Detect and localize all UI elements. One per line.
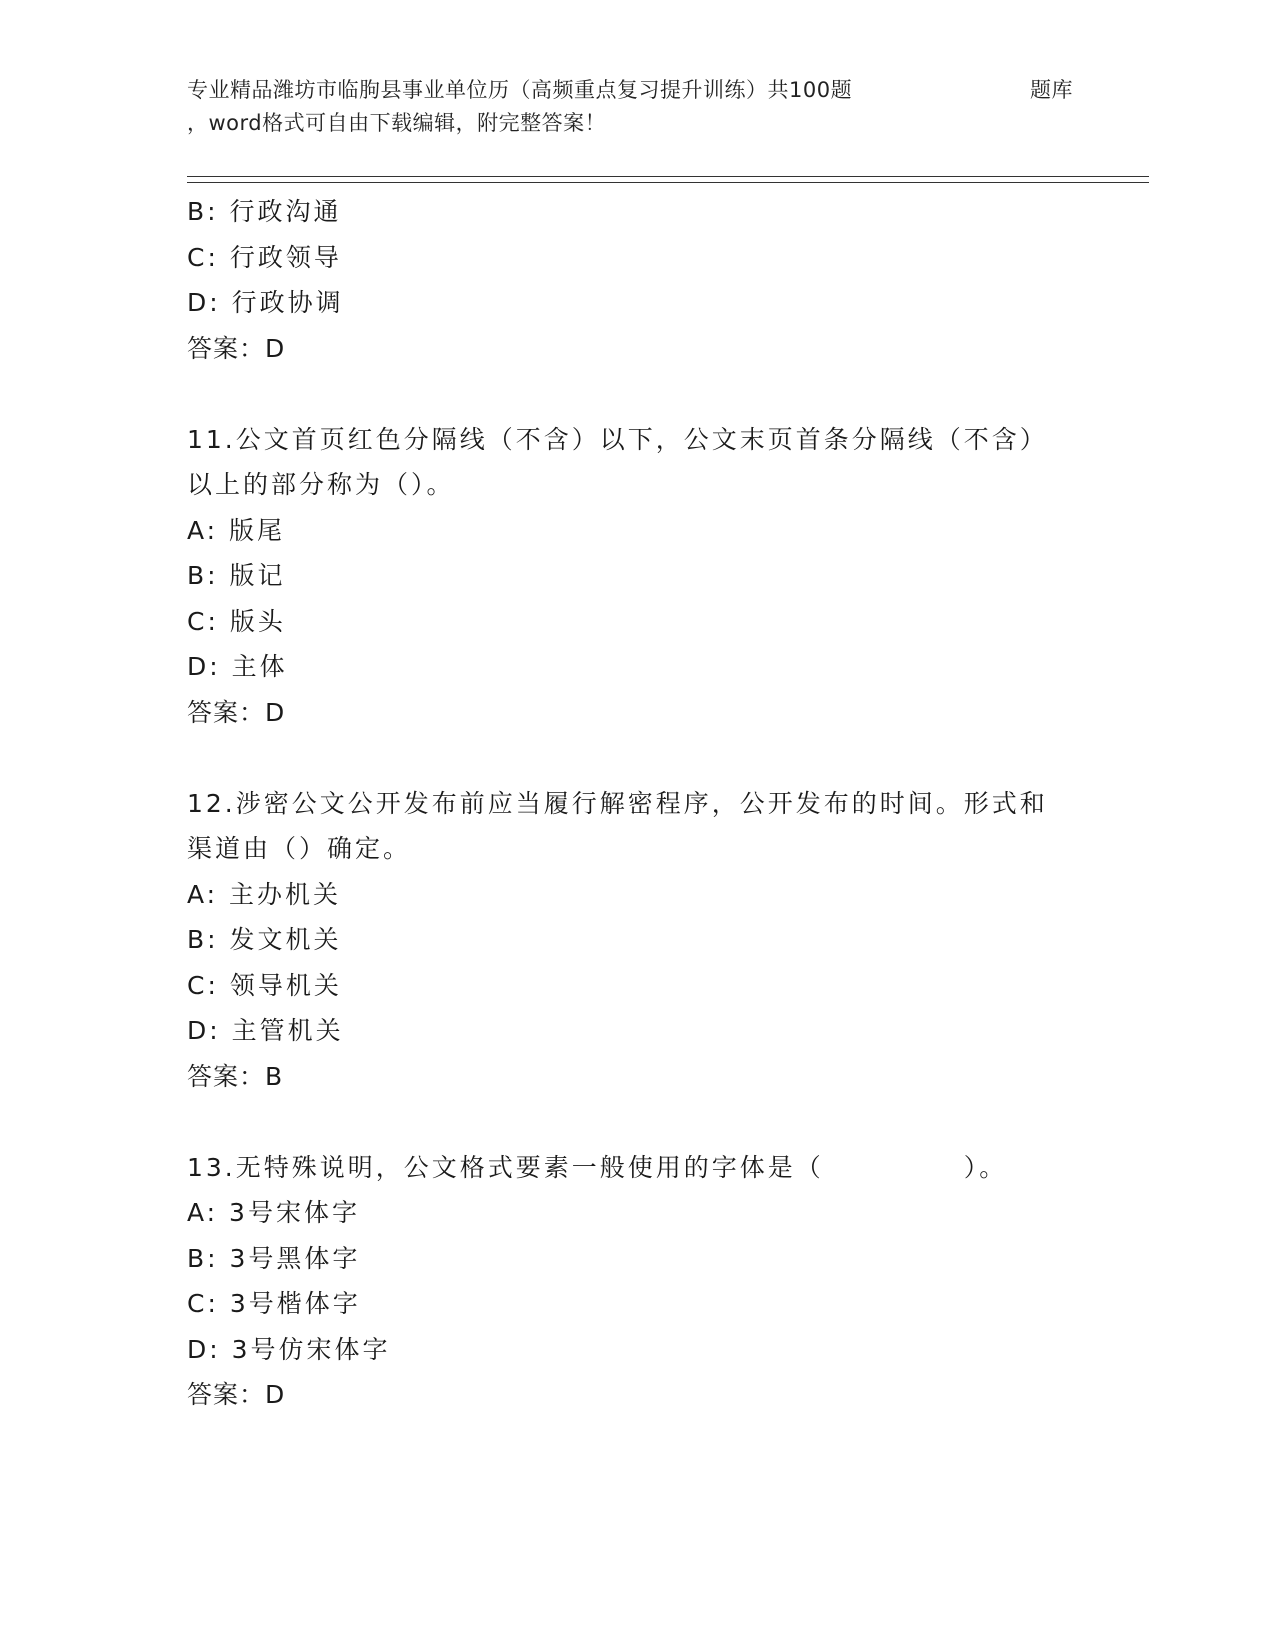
question-block-13 [187,1145,1087,1418]
prev-question-block [187,189,1087,371]
header-divider-top [187,176,1149,177]
option-d: D: 主管机关 [187,1016,344,1045]
option-c: C: 领导机关 [187,970,342,1000]
header-divider-bottom [187,182,1149,183]
option-c: C: 版头 [187,606,286,636]
option-b: B: 行政沟通 [187,197,342,226]
option-c: C: 行政领导 [187,242,342,272]
spacer [187,1099,1087,1145]
spacer [187,371,1087,417]
question-text: 11.公文首页红色分隔线（不含）以下，公文末页首条分隔线（不含） [187,424,1048,454]
question-block-12 [187,781,1087,1100]
question-text: 13.无特殊说明，公文格式要素一般使用的字体是（ ）。 [187,1152,1008,1182]
page-header [187,74,1147,140]
answer-line: 答案：D [187,697,286,727]
header-title: 专业精品潍坊市临朐县事业单位历（高频重点复习提升训练）共100题 [187,78,853,102]
option-d: D: 3号仿宋体字 [187,1334,391,1364]
question-text: 12.涉密公文公开发布前应当履行解密程序，公开发布的时间。形式和 [187,788,1048,818]
question-text-continued: 渠道由（）确定。 [187,834,412,863]
option-b: B: 发文机关 [187,925,342,954]
option-b: B: 3号黑体字 [187,1243,361,1273]
answer-line: 答案：B [187,1061,284,1091]
option-a: A: 3号宋体字 [187,1198,360,1227]
option-d: D: 主体 [187,652,288,681]
header-title-line1 [187,74,1147,107]
option-d: D: 行政协调 [187,288,344,317]
option-a: A: 主办机关 [187,879,342,909]
question-list [187,189,1087,1418]
header-tag: 题库 [1030,78,1073,102]
question-text-continued: 以上的部分称为（）。 [187,470,455,499]
spacer [187,735,1087,781]
option-b: B: 版记 [187,561,286,590]
option-a: A: 版尾 [187,515,286,545]
option-c: C: 3号楷体字 [187,1289,361,1318]
answer-line: 答案：D [187,1380,286,1409]
question-block-11 [187,417,1087,736]
answer-line: 答案：D [187,333,286,363]
header-title-line2: ，word格式可自由下载编辑，附完整答案！ [187,111,607,135]
